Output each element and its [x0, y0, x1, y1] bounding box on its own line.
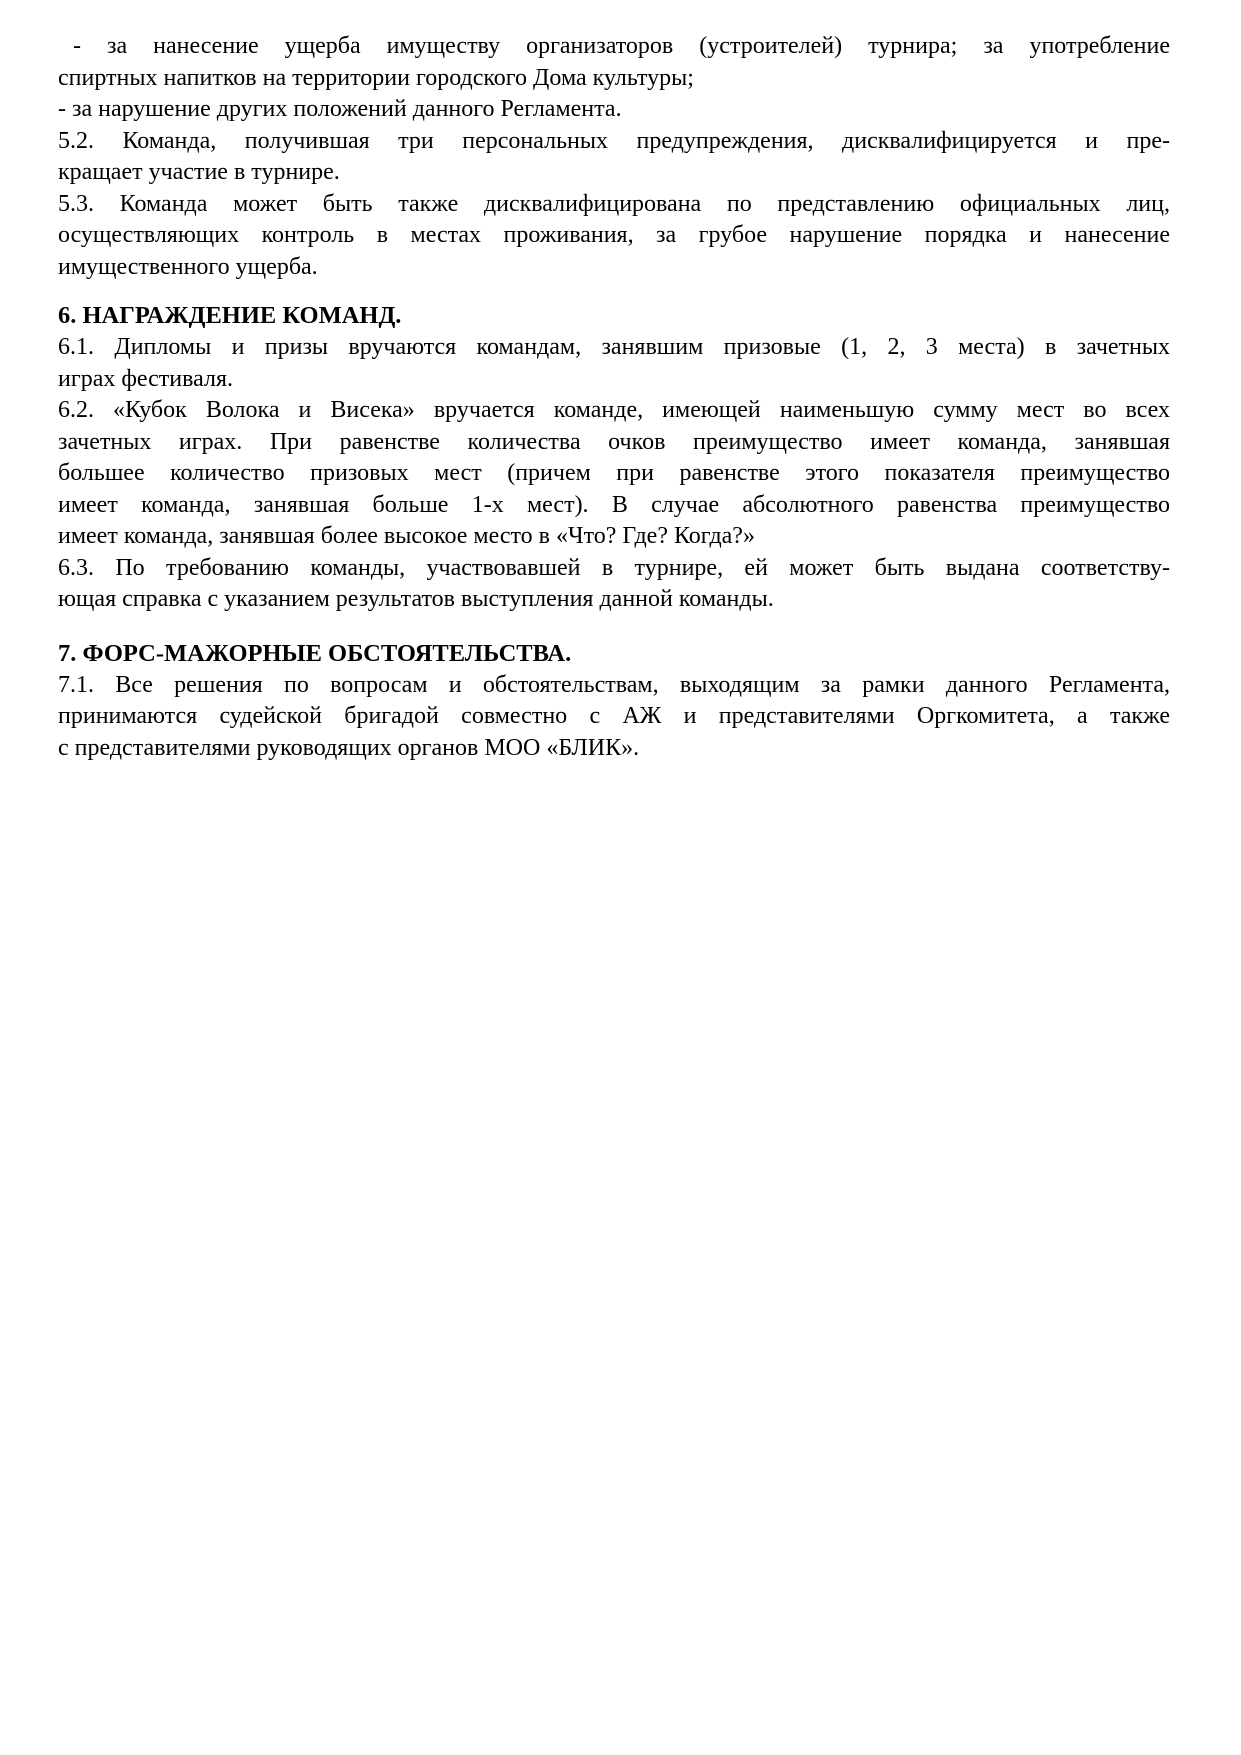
clause-6-1-line: играх фестиваля. — [58, 365, 234, 392]
document-text-block — [0, 0, 1241, 764]
clause-6-2-line: 6.2. «Кубок Волока и Висека» вручается команде, имеющей наименьшую сумму мест во всех — [58, 397, 1170, 423]
clause-5-3-line: осуществляющих контроль в местах проживания, за грубое нарушение порядка и нанесение — [58, 222, 1170, 248]
penalty-item-damage-line: спиртных напитков на территории городского Дома культуры; — [58, 64, 694, 91]
clause-5-3-line: имущественного ущерба. — [58, 253, 318, 280]
clause-5-2-line: кращает участие в турнире. — [58, 159, 340, 185]
clause-6-2-line: большее количество призовых мест (причем при равенстве этого показателя преимущество — [58, 460, 1170, 486]
section-heading-force-majeure: 7. ФОРС-МАЖОРНЫЕ ОБСТОЯТЕЛЬСТВА. — [58, 639, 572, 667]
penalty-item-other-violations: - за нарушение других положений данного Регламента. — [58, 96, 622, 122]
clause-6-3-line: ющая справка с указанием результатов выступления данной команды. — [58, 586, 774, 612]
section-heading-awards: 6. НАГРАЖДЕНИЕ КОМАНД. — [58, 302, 402, 329]
clause-7-1-line: 7.1. Все решения по вопросам и обстоятельствам, выходящим за рамки данного Регламента, — [58, 671, 1170, 698]
clause-7-1-line: с представителями руководящих органов МОО «БЛИК». — [58, 734, 640, 761]
penalty-item-damage-line: - за нанесение ущерба имуществу организаторов (устроителей) турнира; за употребление — [73, 33, 1170, 59]
clause-6-1-line: 6.1. Дипломы и призы вручаются командам, занявшим призовые (1, 2, 3 места) в зачетных — [58, 334, 1170, 360]
clause-5-2-line: 5.2. Команда, получившая три персональных предупреждения, дисквалифицируется и пре- — [58, 127, 1170, 154]
clause-6-3-line: 6.3. По требованию команды, участвовавшей в турнире, ей может быть выдана соответству- — [58, 554, 1170, 581]
clause-6-2-line: имеет команда, занявшая больше 1-х мест). В случае абсолютного равенства преимущество — [58, 491, 1170, 518]
clause-5-3-line: 5.3. Команда может быть также дисквалифицирована по представлению официальных лиц, — [58, 190, 1170, 217]
clause-6-2-line: зачетных играх. При равенстве количества очков преимущество имеет команда, занявшая — [58, 428, 1170, 455]
clause-7-1-line: принимаются судейской бригадой совместно с АЖ и представителями Оргкомитета, а также — [58, 703, 1170, 729]
clause-6-2-line: имеет команда, занявшая более высокое место в «Что? Где? Когда?» — [58, 523, 755, 549]
